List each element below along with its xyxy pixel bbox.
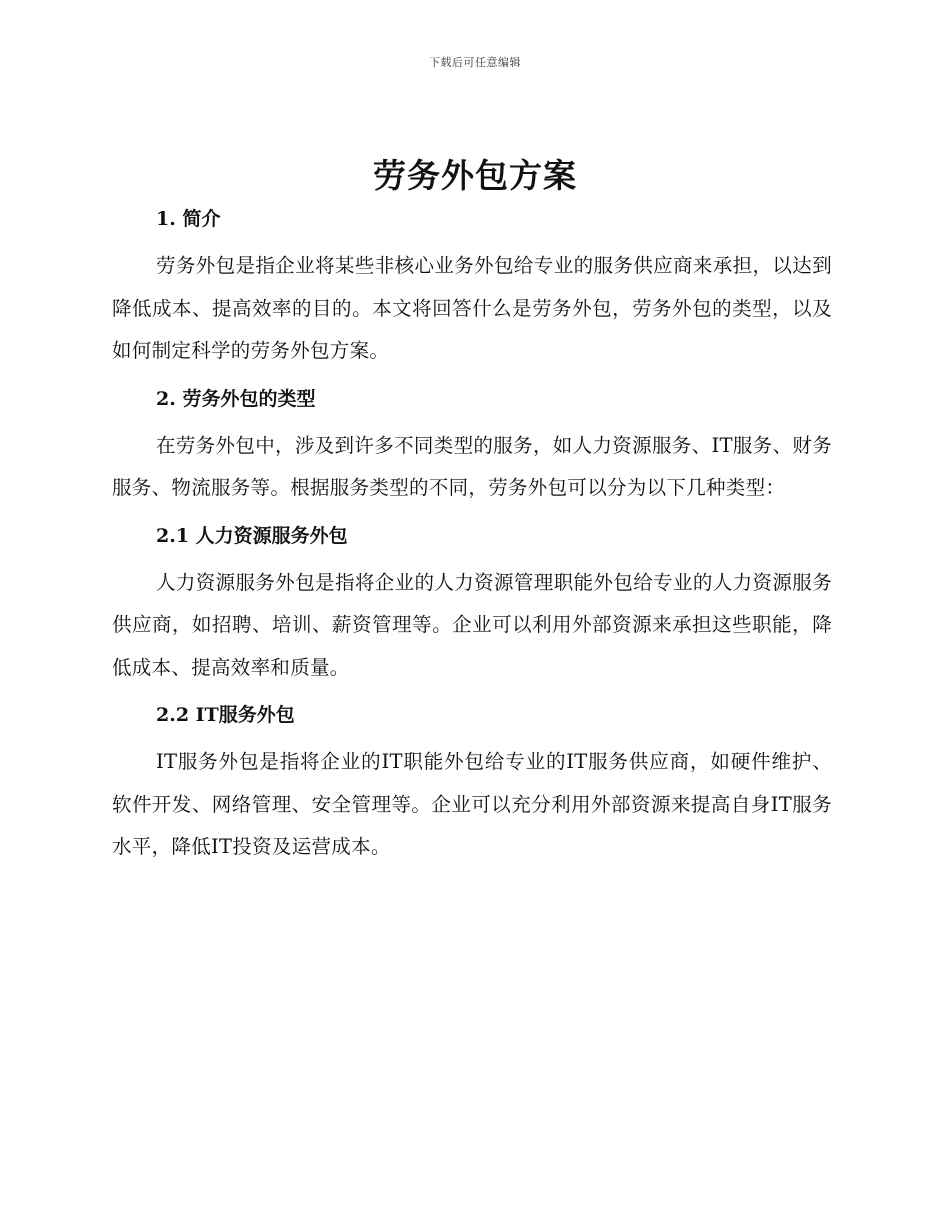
section-outsourcing-types xyxy=(112,383,832,510)
section-heading: 2.1 人力资源服务外包 xyxy=(156,524,348,547)
section-heading: 1. 简介 xyxy=(156,208,221,230)
section-intro xyxy=(112,203,832,373)
section-heading: 2. 劳务外包的类型 xyxy=(156,387,316,410)
document-body xyxy=(112,203,832,879)
section-heading: 2.2 IT服务外包 xyxy=(156,704,295,726)
section-it-outsourcing xyxy=(112,699,832,869)
section-paragraph: IT服务外包是指将企业的IT职能外包给专业的IT服务供应商，如硬件维护、软件开发、网络管理、安全管理等。企业可以充分利用外部资源来提高自身IT服务水平，降低IT投资及运营成本。 xyxy=(112,750,832,858)
section-paragraph: 在劳务外包中，涉及到许多不同类型的服务，如人力资源服务、IT服务、财务服务、物流服务等。根据服务类型的不同，劳务外包可以分为以下几种类型： xyxy=(112,433,832,499)
document-title: 劳务外包方案 xyxy=(373,156,577,195)
section-paragraph: 劳务外包是指企业将某些非核心业务外包给专业的服务供应商来承担，以达到降低成本、提高效率的目的。本文将回答什么是劳务外包，劳务外包的类型，以及如何制定科学的劳务外包方案。 xyxy=(112,254,832,362)
section-paragraph: 人力资源服务外包是指将企业的人力资源管理职能外包给专业的人力资源服务供应商，如招聘、培训、薪资管理等。企业可以利用外部资源来承担这些职能，降低成本、提高效率和质量。 xyxy=(112,570,832,679)
section-hr-outsourcing xyxy=(112,520,832,690)
header-note: 下载后可任意编辑 xyxy=(429,56,521,69)
